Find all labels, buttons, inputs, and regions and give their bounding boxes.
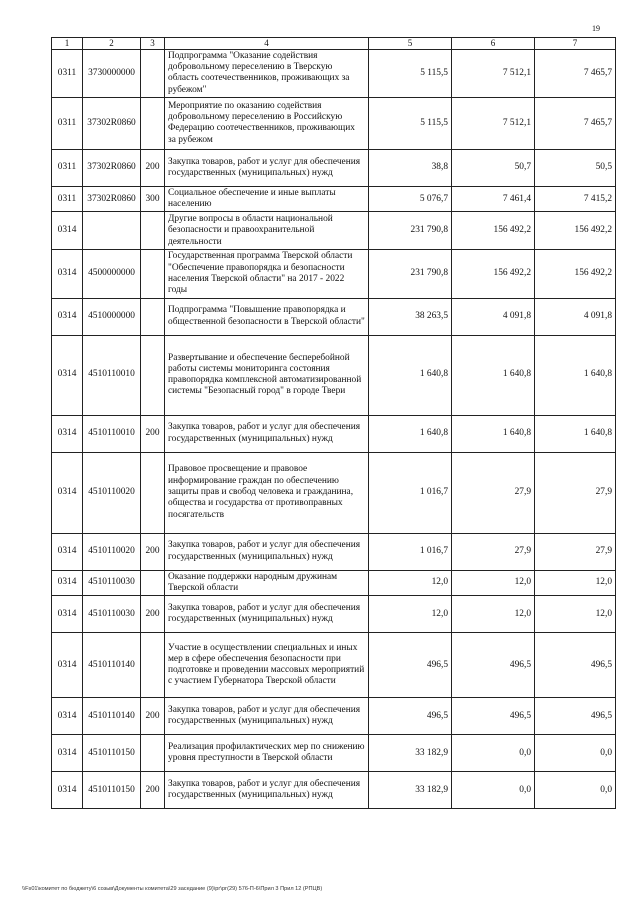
page-number: 19 [592,24,600,33]
item-name-cell: Закупка товаров, работ и услуг для обеспечения государственных (муниципальных) нужд [165,596,369,633]
amount-year1-cell: 38,8 [369,149,452,186]
amount-year2-cell: 50,7 [452,149,535,186]
column-header: 4 [165,38,369,50]
amount-year3-cell: 496,5 [535,633,616,698]
table-row [52,49,616,97]
item-name-cell: Мероприятие по оказанию содействия добровольному переселению в Российскую Федерацию соотечественников, проживающих за рубежом [165,97,369,149]
table-row [52,415,616,452]
expense-type-cell [141,250,165,298]
expense-type-cell [141,97,165,149]
amount-year3-cell: 7 465,7 [535,49,616,97]
item-name-cell: Другие вопросы в области национальной безопасности и правоохранительной деятельности [165,212,369,250]
expense-type-cell [141,633,165,698]
item-name-cell: Правовое просвещение и правовое информирование граждан по обеспечению защиты прав и свобод человека и гражданина, общества и государства от противоправных посягательств [165,452,369,533]
amount-year3-cell: 4 091,8 [535,298,616,335]
amount-year1-cell: 5 076,7 [369,186,452,212]
amount-year1-cell: 1 640,8 [369,335,452,415]
target-code-cell: 4510000000 [83,298,141,335]
expense-type-cell: 200 [141,149,165,186]
budget-table [51,37,616,809]
amount-year2-cell: 1 640,8 [452,415,535,452]
amount-year3-cell: 0,0 [535,772,616,809]
amount-year2-cell: 27,9 [452,533,535,570]
section-code-cell: 0311 [52,149,83,186]
table-row [52,570,616,596]
amount-year3-cell: 496,5 [535,698,616,735]
table-row [52,772,616,809]
amount-year3-cell: 1 640,8 [535,415,616,452]
item-name-cell: Социальное обеспечение и иные выплаты населению [165,186,369,212]
column-header: 5 [369,38,452,50]
table-header-row [52,38,616,50]
target-code-cell: 37302R0860 [83,149,141,186]
section-code-cell: 0314 [52,335,83,415]
table-row [52,735,616,772]
amount-year1-cell: 33 182,9 [369,772,452,809]
item-name-cell: Закупка товаров, работ и услуг для обеспечения государственных (муниципальных) нужд [165,149,369,186]
amount-year2-cell: 0,0 [452,735,535,772]
amount-year1-cell: 231 790,8 [369,250,452,298]
section-code-cell: 0314 [52,452,83,533]
item-name-cell: Оказание поддержки народным дружинам Тверской области [165,570,369,596]
target-code-cell: 4510110140 [83,633,141,698]
amount-year3-cell: 156 492,2 [535,212,616,250]
table-row [52,97,616,149]
amount-year2-cell: 156 492,2 [452,250,535,298]
amount-year1-cell: 496,5 [369,633,452,698]
table-row [52,533,616,570]
amount-year3-cell: 27,9 [535,452,616,533]
item-name-cell: Развертывание и обеспечение бесперебойной работы системы мониторинга состояния правопорядка комплексной автоматизированной системы "Безопасный город" в городе Твери [165,335,369,415]
expense-type-cell [141,735,165,772]
amount-year1-cell: 1 016,7 [369,452,452,533]
amount-year1-cell: 12,0 [369,570,452,596]
amount-year1-cell: 496,5 [369,698,452,735]
target-code-cell: 4510110020 [83,533,141,570]
section-code-cell: 0311 [52,49,83,97]
expense-type-cell [141,212,165,250]
column-header: 2 [83,38,141,50]
amount-year1-cell: 1 016,7 [369,533,452,570]
section-code-cell: 0314 [52,250,83,298]
item-name-cell: Закупка товаров, работ и услуг для обеспечения государственных (муниципальных) нужд [165,698,369,735]
section-code-cell: 0314 [52,298,83,335]
expense-type-cell [141,452,165,533]
target-code-cell: 4510110030 [83,596,141,633]
expense-type-cell: 200 [141,533,165,570]
expense-type-cell: 200 [141,596,165,633]
target-code-cell: 4510110020 [83,452,141,533]
amount-year2-cell: 7 461,4 [452,186,535,212]
amount-year1-cell: 38 263,5 [369,298,452,335]
column-header: 1 [52,38,83,50]
target-code-cell: 37302R0860 [83,97,141,149]
section-code-cell: 0314 [52,415,83,452]
table-row [52,596,616,633]
amount-year2-cell: 0,0 [452,772,535,809]
item-name-cell: Реализация профилактических мер по снижению уровня преступности в Тверской области [165,735,369,772]
amount-year3-cell: 156 492,2 [535,250,616,298]
expense-type-cell [141,298,165,335]
section-code-cell: 0311 [52,186,83,212]
amount-year1-cell: 1 640,8 [369,415,452,452]
table-row [52,186,616,212]
file-path-footer: \\Fs01\комитет по бюджету\6 созыв\Документы комитета\29 заседание (9)\рг\рг(29) 576-П-6\Прил 3 Прил 12 (РПЦВ) [22,886,323,892]
column-header: 3 [141,38,165,50]
amount-year1-cell: 5 115,5 [369,97,452,149]
item-name-cell: Закупка товаров, работ и услуг для обеспечения государственных (муниципальных) нужд [165,533,369,570]
table-row [52,698,616,735]
amount-year2-cell: 7 512,1 [452,97,535,149]
amount-year3-cell: 50,5 [535,149,616,186]
item-name-cell: Участие в осуществлении специальных и иных мер в сфере обеспечения безопасности при подготовке и проведении массовых мероприятий с участием Губернатора Тверской области [165,633,369,698]
expense-type-cell: 200 [141,415,165,452]
amount-year3-cell: 27,9 [535,533,616,570]
target-code-cell: 3730000000 [83,49,141,97]
item-name-cell: Подпрограмма "Повышение правопорядка и общественной безопасности в Тверской области" [165,298,369,335]
target-code-cell: 4510110030 [83,570,141,596]
table-row [52,452,616,533]
expense-type-cell: 200 [141,698,165,735]
expense-type-cell [141,570,165,596]
target-code-cell: 4510110010 [83,335,141,415]
item-name-cell: Закупка товаров, работ и услуг для обеспечения государственных (муниципальных) нужд [165,772,369,809]
table-row [52,212,616,250]
section-code-cell: 0314 [52,212,83,250]
amount-year3-cell: 7 415,2 [535,186,616,212]
table-row [52,149,616,186]
target-code-cell [83,212,141,250]
target-code-cell: 37302R0860 [83,186,141,212]
section-code-cell: 0314 [52,570,83,596]
section-code-cell: 0314 [52,533,83,570]
target-code-cell: 4510110150 [83,772,141,809]
amount-year1-cell: 12,0 [369,596,452,633]
section-code-cell: 0314 [52,735,83,772]
expense-type-cell [141,335,165,415]
section-code-cell: 0314 [52,633,83,698]
section-code-cell: 0311 [52,97,83,149]
amount-year3-cell: 12,0 [535,570,616,596]
expense-type-cell [141,49,165,97]
item-name-cell: Государственная программа Тверской области "Обеспечение правопорядка и безопасности населения Тверской области" на 2017 - 2022 годы [165,250,369,298]
expense-type-cell: 200 [141,772,165,809]
table-row [52,335,616,415]
amount-year1-cell: 5 115,5 [369,49,452,97]
target-code-cell: 4500000000 [83,250,141,298]
amount-year2-cell: 12,0 [452,596,535,633]
section-code-cell: 0314 [52,772,83,809]
section-code-cell: 0314 [52,596,83,633]
amount-year2-cell: 496,5 [452,633,535,698]
table-row [52,298,616,335]
amount-year2-cell: 496,5 [452,698,535,735]
section-code-cell: 0314 [52,698,83,735]
amount-year2-cell: 7 512,1 [452,49,535,97]
table-row [52,250,616,298]
amount-year3-cell: 7 465,7 [535,97,616,149]
column-header: 6 [452,38,535,50]
expense-type-cell: 300 [141,186,165,212]
amount-year2-cell: 4 091,8 [452,298,535,335]
amount-year1-cell: 33 182,9 [369,735,452,772]
table-row [52,633,616,698]
amount-year3-cell: 1 640,8 [535,335,616,415]
amount-year2-cell: 156 492,2 [452,212,535,250]
amount-year2-cell: 12,0 [452,570,535,596]
amount-year2-cell: 27,9 [452,452,535,533]
item-name-cell: Закупка товаров, работ и услуг для обеспечения государственных (муниципальных) нужд [165,415,369,452]
column-header: 7 [535,38,616,50]
amount-year2-cell: 1 640,8 [452,335,535,415]
item-name-cell: Подпрограмма "Оказание содействия добровольному переселению в Тверскую область соотечественников, проживающих за рубежом" [165,49,369,97]
amount-year3-cell: 0,0 [535,735,616,772]
amount-year1-cell: 231 790,8 [369,212,452,250]
amount-year3-cell: 12,0 [535,596,616,633]
target-code-cell: 4510110150 [83,735,141,772]
target-code-cell: 4510110010 [83,415,141,452]
target-code-cell: 4510110140 [83,698,141,735]
